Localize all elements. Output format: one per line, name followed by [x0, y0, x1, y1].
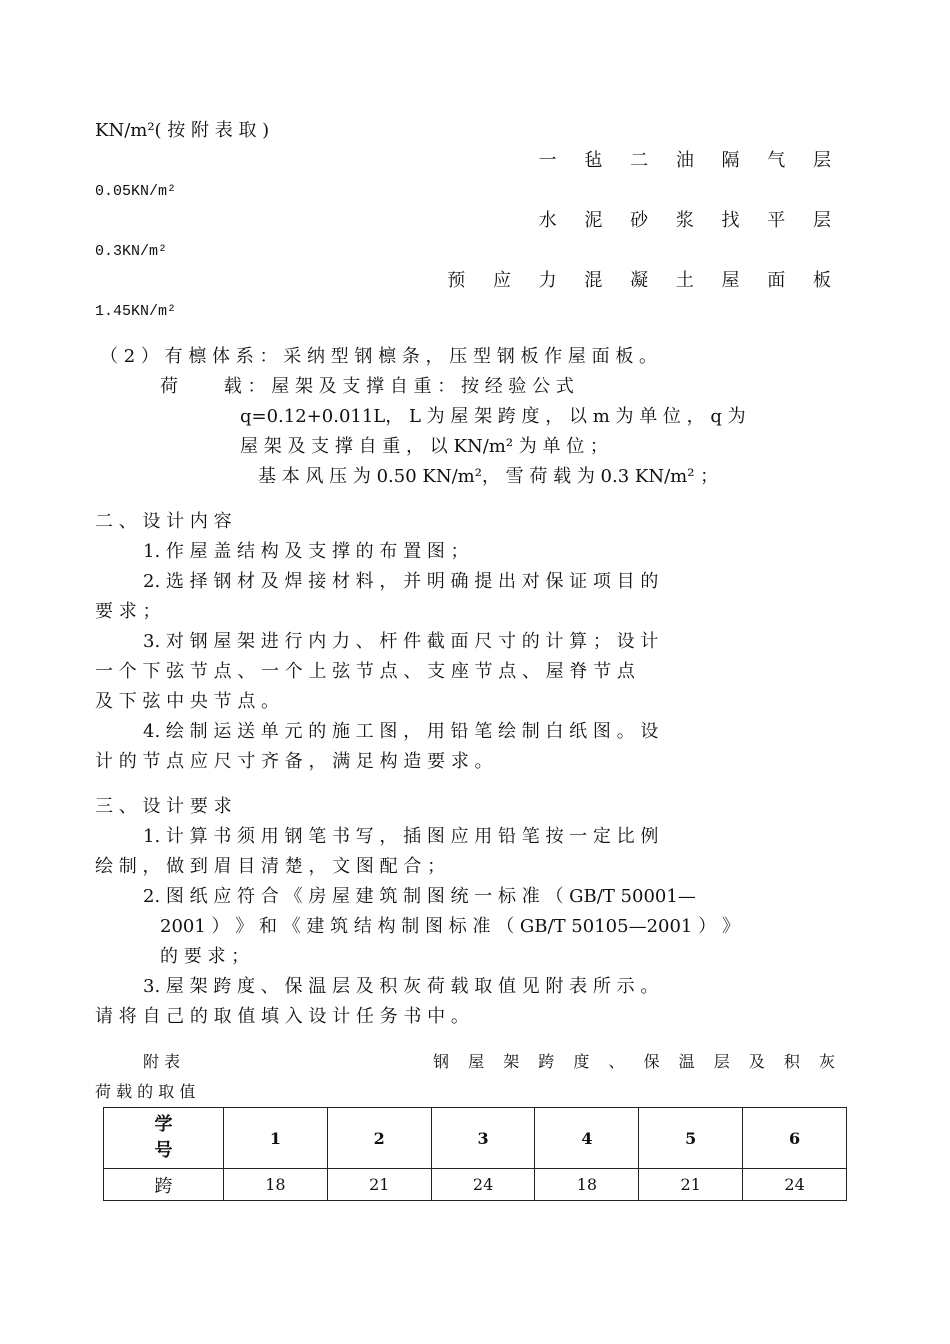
- req-item-1-cont: 绘 制 ， 做 到 眉 目 清 楚 ， 文 图 配 合 ；: [95, 856, 446, 877]
- student-number-cell: 6: [743, 1108, 847, 1169]
- attachment-title: 钢 屋 架 跨 度 、 保 温 层 及 积 灰: [433, 1052, 842, 1071]
- content-item-4: 4. 绘 制 运 送 单 元 的 施 工 图 ， 用 铅 笔 绘 制 白 纸 图 。 设: [143, 721, 659, 742]
- student-number-cell: 2: [327, 1108, 431, 1169]
- span-values-table: [103, 1107, 847, 1201]
- content-item-3: 3. 对 钢 屋 架 进 行 内 力 、 杆 件 截 面 尺 寸 的 计 算 ； 设 计: [143, 631, 659, 652]
- student-number-cell: 3: [431, 1108, 535, 1169]
- span-value-cell: 18: [224, 1169, 328, 1201]
- student-id-header-char-2: 号: [154, 1140, 173, 1161]
- content-item-4-cont: 计 的 节 点 应 尺 寸 齐 备 ， 满 足 构 造 要 求 。: [95, 751, 493, 772]
- felt-layer-label: 一 毡 二 油 隔 气 层: [538, 150, 842, 171]
- content-item-1: 1. 作 屋 盖 结 构 及 支 撑 的 布 置 图 ；: [143, 541, 469, 562]
- load-heading-line: 荷 载 ： 屋 架 及 支 撑 自 重 ： 按 经 验 公 式: [160, 376, 574, 397]
- table-row: [104, 1169, 847, 1201]
- felt-layer-value: 0.05KN/m²: [95, 183, 177, 200]
- self-weight-line: 屋 架 及 支 撑 自 重 ， 以 KN/m² 为 单 位 ；: [240, 436, 608, 457]
- student-id-header: [104, 1108, 224, 1169]
- req-item-3-cont: 请 将 自 己 的 取 值 填 入 设 计 任 务 书 中 。: [95, 1006, 469, 1027]
- student-id-header-char-1: 学: [154, 1114, 173, 1135]
- requirements-heading: 三 、 设 计 要 求: [95, 796, 232, 817]
- span-value-cell: 18: [535, 1169, 639, 1201]
- slab-value: 1.45KN/m²: [95, 303, 177, 320]
- content-heading: 二 、 设 计 内 容: [95, 511, 232, 532]
- content-item-2: 2. 选 择 钢 材 及 焊 接 材 料 ， 并 明 确 提 出 对 保 证 项 目 的: [143, 571, 659, 592]
- content-item-3-end: 及 下 弦 中 央 节 点 。: [95, 691, 280, 712]
- content-item-2-cont: 要 求 ；: [95, 601, 161, 622]
- formula-line: q=0.12+0.011L， L 为 屋 架 跨 度 ， 以 m 为 单 位 ， q 为: [240, 406, 746, 427]
- span-row-label: 跨: [104, 1169, 224, 1201]
- span-value-cell: 21: [639, 1169, 743, 1201]
- purlin-system-line: （ 2 ） 有 檩 体 系 ： 采 纳 型 钢 檩 条 ， 压 型 钢 板 作 屋 面 板 。: [100, 346, 658, 367]
- span-value-cell: 24: [431, 1169, 535, 1201]
- student-number-cell: 1: [224, 1108, 328, 1169]
- mortar-layer-value: 0.3KN/m²: [95, 243, 168, 260]
- span-value-cell: 24: [743, 1169, 847, 1201]
- content-item-3-cont: 一 个 下 弦 节 点 、 一 个 上 弦 节 点 、 支 座 节 点 、 屋 脊 节 点: [95, 661, 635, 682]
- req-item-2: 2. 图 纸 应 符 合 《 房 屋 建 筑 制 图 统 一 标 准 （ GB/T 50001—: [143, 886, 696, 907]
- attachment-title-cont: 荷 载 的 取 值: [95, 1082, 196, 1101]
- span-value-cell: 21: [327, 1169, 431, 1201]
- req-item-2-end: 的 要 求 ；: [160, 946, 250, 967]
- attachment-label: 附 表: [143, 1052, 181, 1071]
- load-unit-line: KN/m²( 按 附 表 取 ): [95, 120, 270, 141]
- wind-snow-line: 基 本 风 压 为 0.50 KN/m²， 雪 荷 载 为 0.3 KN/m² ；: [258, 466, 719, 487]
- table-header-row: [104, 1108, 847, 1169]
- slab-label: 预 应 力 混 凝 土 屋 面 板: [447, 270, 842, 291]
- req-item-1: 1. 计 算 书 须 用 钢 笔 书 写 ， 插 图 应 用 铅 笔 按 一 定 比 例: [143, 826, 659, 847]
- req-item-3: 3. 屋 架 跨 度 、 保 温 层 及 积 灰 荷 载 取 值 见 附 表 所 示 。: [143, 976, 659, 997]
- req-item-2-cont: 2001 ） 》 和 《 建 筑 结 构 制 图 标 准 （ GB/T 50105—2001 ） 》: [160, 916, 740, 937]
- student-number-cell: 5: [639, 1108, 743, 1169]
- student-number-cell: 4: [535, 1108, 639, 1169]
- mortar-layer-label: 水 泥 砂 浆 找 平 层: [538, 210, 842, 231]
